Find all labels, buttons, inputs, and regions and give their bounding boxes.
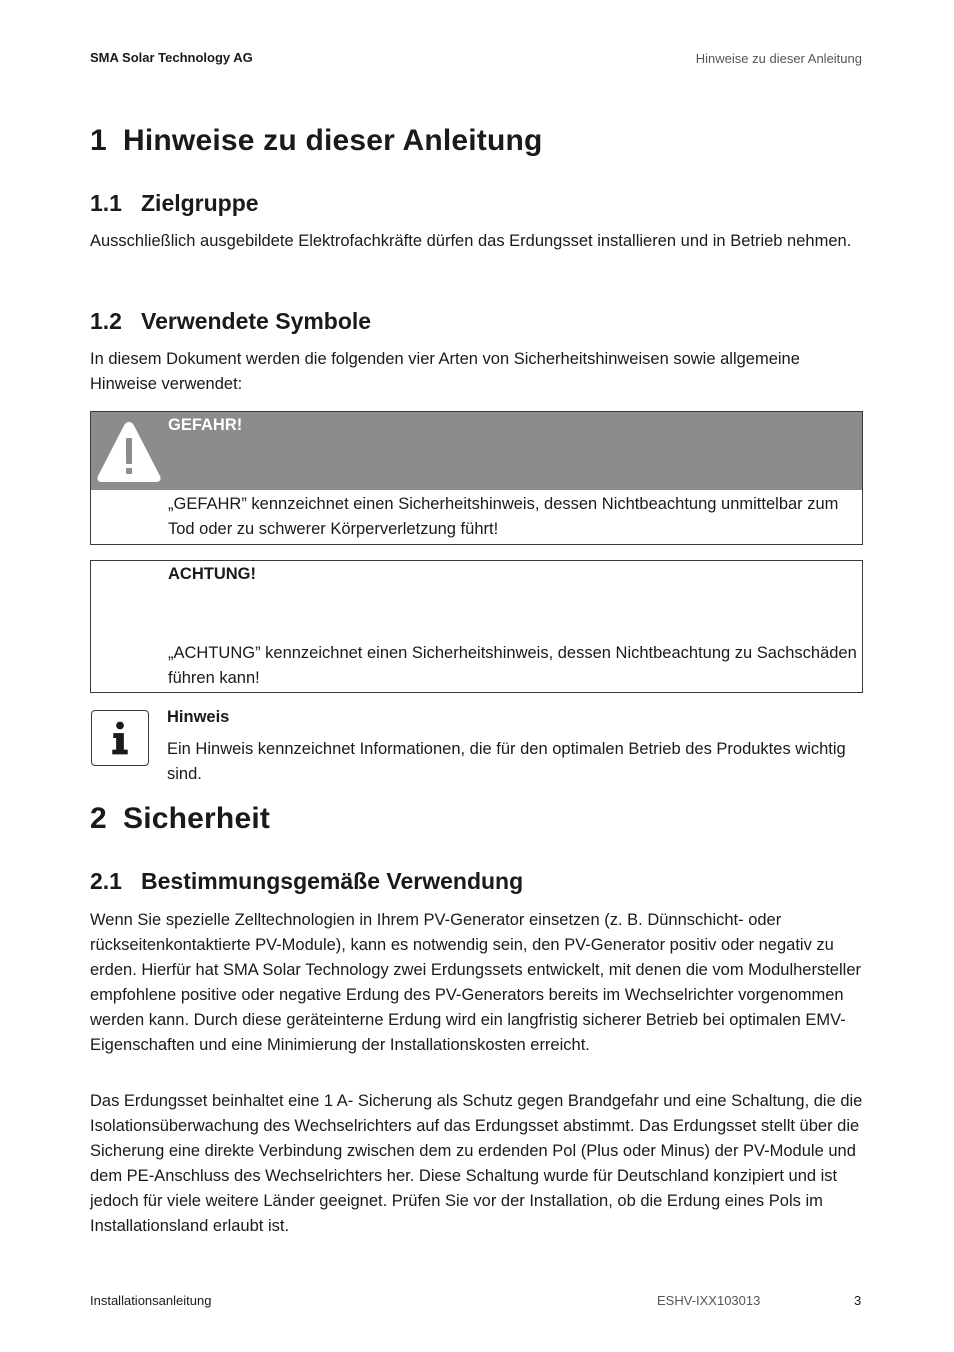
hinweis-label: Hinweis (167, 708, 230, 726)
footer-doc-type: Installationsanleitung (90, 1293, 212, 1308)
achtung-text: „ACHTUNG” kennzeichnet einen Sicherheitshinweis, dessen Nichtbeachtung zu Sachschäden führen kann! (168, 644, 857, 687)
warning-triangle-icon (95, 418, 163, 486)
chapter-1-title: Hinweise zu dieser Anleitung (123, 124, 543, 157)
section-2-1-number: 2.1 (90, 868, 122, 894)
chapter-2-title: Sicherheit (123, 802, 271, 835)
section-1-1-heading (90, 190, 259, 217)
chapter-2-number: 2 (90, 802, 107, 835)
header-section: Hinweise zu dieser Anleitung (695, 51, 862, 66)
section-1-1-number: 1.1 (90, 190, 122, 216)
footer-page-number: 3 (854, 1293, 862, 1308)
section-1-2-title: Verwendete Symbole (141, 308, 372, 334)
achtung-label: ACHTUNG! (168, 565, 256, 583)
chapter-2-heading (90, 802, 270, 836)
chapter-1-number: 1 (90, 124, 107, 157)
section-1-1-body: Ausschließlich ausgebildete Elektrofachkräfte dürfen das Erdungsset installieren und in Betrieb nehmen. (90, 232, 852, 250)
info-icon (91, 710, 149, 766)
footer-doc-code: ESHV-IXX103013 (657, 1293, 761, 1308)
section-2-1-paragraph-2: Das Erdungsset beinhaltet eine 1 A- Sicherung als Schutz gegen Brandgefahr und eine Schaltung, die die Isolationsüberwachung des Wechselrichters auf das Erdungsset abstimmt. Das Erdungsset stellt über die Sicherung eine direkte Verbindung zwischen dem zu erdenden Pol (Plus oder Minus) der PV-Module und dem PE-Anschluss des Wechselrichters her. Diese Schaltung wurde für Deutschland konzipiert und ist jedoch für viele weitere Länder geeignet. Prüfen Sie vor der Installation, ob die Erdung eines Pols im Installationsland erlaubt ist. (90, 1092, 863, 1235)
hinweis-text: Ein Hinweis kennzeichnet Informationen, die für den optimalen Betrieb des Produktes wichtig sind. (167, 740, 846, 783)
danger-label: GEFAHR! (168, 416, 243, 434)
danger-notice-box (90, 411, 863, 545)
chapter-1-heading (90, 124, 543, 158)
section-1-2-heading (90, 308, 371, 335)
achtung-notice-box (90, 560, 863, 693)
header-company: SMA Solar Technology AG (90, 50, 253, 65)
section-1-1-title: Zielgruppe (141, 190, 259, 216)
danger-text: „GEFAHR” kennzeichnet einen Sicherheitshinweis, dessen Nichtbeachtung unmittelbar zum Tod oder zu schwerer Körperverletzung führt! (168, 495, 839, 538)
section-2-1-heading (90, 868, 523, 895)
section-1-2-number: 1.2 (90, 308, 122, 334)
section-1-2-body: In diesem Dokument werden die folgenden vier Arten von Sicherheitshinweisen sowie allgemeine Hinweise verwendet: (90, 350, 800, 393)
section-2-1-title: Bestimmungsgemäße Verwendung (141, 868, 524, 894)
section-2-1-paragraph-1: Wenn Sie spezielle Zelltechnologien in Ihrem PV-Generator einsetzen (z. B. Dünnschicht- oder rückseitenkontaktierte PV-Module), kann es notwendig sein, den PV-Generator positiv oder negativ zu erden. Hierfür hat SMA Solar Technology zwei Erdungssets entwickelt, mit denen die vom Modulhersteller empfohlene positive oder negative Erdung des PV-Generators bereits im Wechselrichter vorgenommen werden kann. Durch diese geräteinterne Erdung wird ein langfristig sicherer Betrieb bei optimalen EMV-Eigenschaften und eine Minimierung der Installationskosten erreicht. (90, 911, 861, 1054)
